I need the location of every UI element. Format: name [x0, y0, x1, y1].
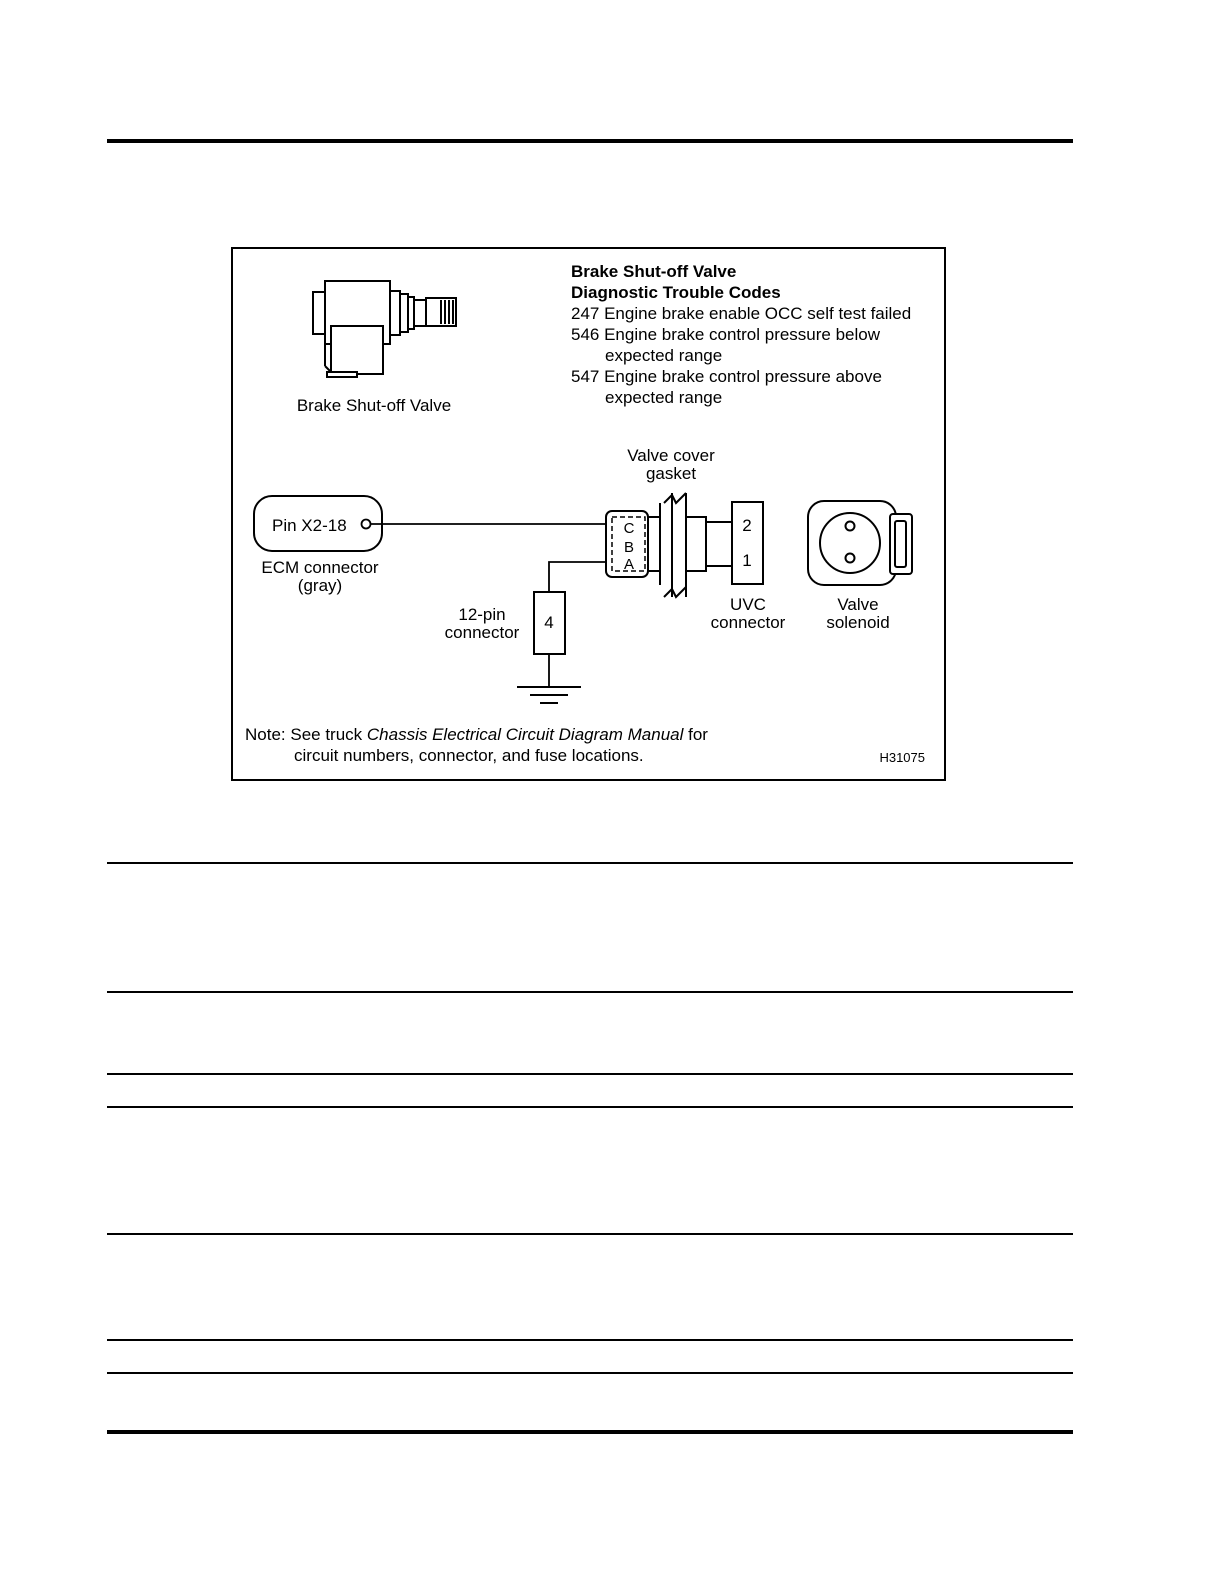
gasket-label-line-2: gasket — [645, 464, 697, 483]
dtc-546-continued: expected range — [605, 346, 723, 365]
pin-c: C — [623, 520, 635, 537]
ecm-label-line-2: (gray) — [297, 576, 343, 595]
dtc-547: 547 Engine brake control pressure above — [571, 367, 882, 386]
valve-caption: Brake Shut-off Valve — [296, 396, 452, 415]
note-line-2: circuit numbers, connector, and fuse locations. — [294, 746, 644, 765]
uvc-connector — [732, 502, 763, 584]
uvc-pin-2: 2 — [742, 516, 752, 535]
solenoid-label-line-1: Valve — [837, 595, 879, 614]
valve-solenoid — [808, 501, 912, 585]
dtc-title-line-2: Diagnostic Trouble Codes — [571, 283, 781, 302]
note-line-1 — [245, 725, 708, 744]
ecm-pin-label: Pin X2-18 — [272, 516, 347, 535]
uvc-label-line-2: connector — [710, 613, 786, 632]
twelve-pin-label-line-2: connector — [444, 623, 520, 642]
dtc-547-continued: expected range — [605, 388, 723, 407]
twelve-pin-label-line-1: 12-pin — [458, 605, 506, 624]
gasket-label-line-1: Valve cover — [627, 446, 715, 465]
note-prefix: Note: See truck — [245, 725, 367, 744]
note-manual-title: Chassis Electrical Circuit Diagram Manual — [366, 725, 684, 744]
dtc-546: 546 Engine brake control pressure below — [571, 325, 881, 344]
figure-id: H31075 — [879, 750, 925, 765]
twelve-pin-number: 4 — [544, 613, 554, 632]
uvc-label-line-1: UVC — [730, 595, 766, 614]
dtc-title-line-1: Brake Shut-off Valve — [571, 262, 737, 281]
pin-a: A — [623, 556, 635, 573]
solenoid-label-line-2: solenoid — [826, 613, 890, 632]
note-suffix: for — [683, 725, 708, 744]
uvc-pin-1: 1 — [742, 551, 752, 570]
dtc-247: 247 Engine brake enable OCC self test failed — [571, 304, 912, 323]
pin-b: B — [623, 539, 635, 556]
ecm-pin-terminal — [362, 520, 371, 529]
ecm-label-line-1: ECM connector — [261, 558, 379, 577]
